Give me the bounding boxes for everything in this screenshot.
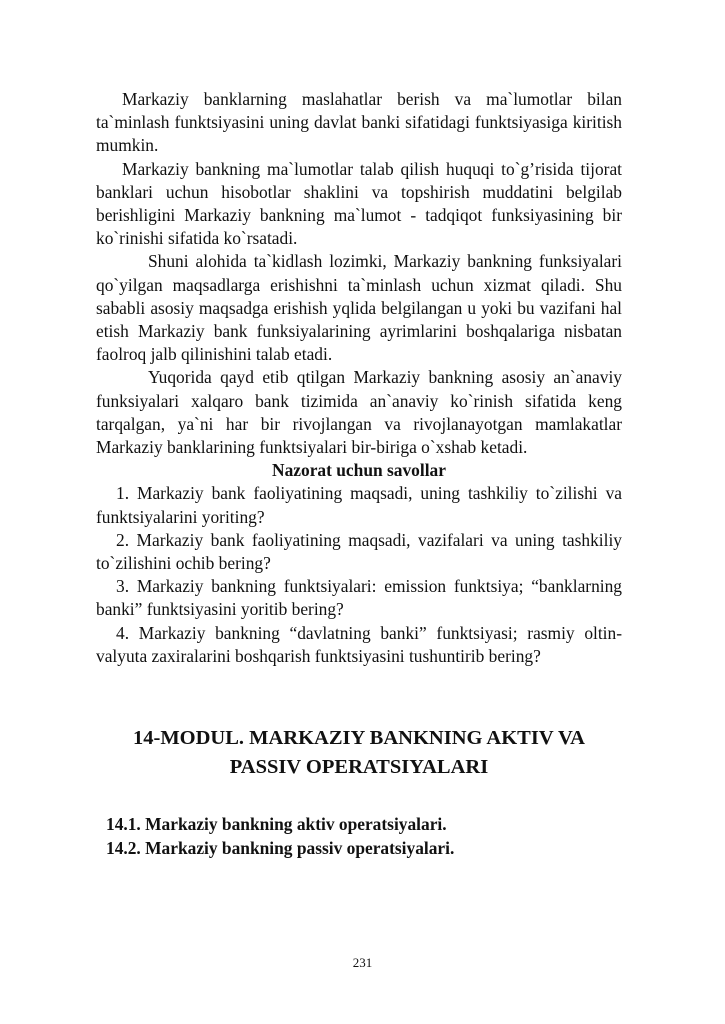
module-title xyxy=(96,724,622,782)
module-title-line: PASSIV OPERATSIYALARI xyxy=(229,756,489,779)
body-paragraph: Yuqorida qayd etib qtilgan Markaziy bankning asosiy an`anaviy funksiyalari xalqaro bank tizimida an`anaviy ko`rinish sifatida keng tarqalgan, ya`ni har bir rivojlangan va rivojlanayotgan mamlakatlar Markaziy banklarining funktsiyalari bir-biriga o`xshab ketadi. xyxy=(96,367,622,458)
question-item: 2. Markaziy bank faoliyatining maqsadi, vazifalari va uning tashkiliy to`zilishini ochib bering? xyxy=(96,529,622,574)
subsection-list xyxy=(96,812,622,860)
module-title-line: 14-MODUL. MARKAZIY BANKNING AKTIV VA xyxy=(133,727,585,750)
subsection-item: 14.2. Markaziy bankning passiv operatsiyalari. xyxy=(106,838,455,859)
page-content xyxy=(96,88,622,860)
subsection-item: 14.1. Markaziy bankning aktiv operatsiyalari. xyxy=(106,814,447,835)
questions-heading: Nazorat uchun savollar xyxy=(272,460,446,481)
question-item: 1. Markaziy bank faoliyatining maqsadi, uning tashkiliy to`zilishi va funktsiyalarini yoriting? xyxy=(96,483,622,527)
question-item: 4. Markaziy bankning “davlatning banki” funktsiyasi; rasmiy oltin-valyuta zaxiralarini boshqarish funktsiyasini tushuntirib bering? xyxy=(96,622,622,666)
body-paragraph: Shuni alohida ta`kidlash lozimki, Markaziy bankning funksiyalari qo`yilgan maqsadlarga erishishni ta`minlash uchun xizmat qiladi. Shu sababli asosiy maqsadga erishish yqlida belgilangan u yoki bu vazifani hal etish Markaziy bank funksiyalarining ayrimlarini boshqalariga nisbatan faolroq jalb qilinishini talab etadi. xyxy=(96,251,622,365)
body-paragraph: Markaziy banklarning maslahatlar berish va ma`lumotlar bilan ta`minlash funktsiyasini uning davlat banki sifatidagi funktsiyasiga kiritish mumkin. xyxy=(96,89,622,156)
page-number: 231 xyxy=(352,955,373,970)
question-item: 3. Markaziy bankning funktsiyalari: emission funktsiya; “banklarning banki” funktsiyasini yoritib bering? xyxy=(96,576,622,620)
body-paragraph: Markaziy bankning ma`lumotlar talab qilish huquqi to`g’risida tijorat banklari uchun hisobotlar shaklini va topshirish muddatini belgilab berishligini Markaziy bankning ma`lumot - tadqiqot funksiyasining bir ko`rinishi sifatida ko`rsatadi. xyxy=(96,158,622,249)
